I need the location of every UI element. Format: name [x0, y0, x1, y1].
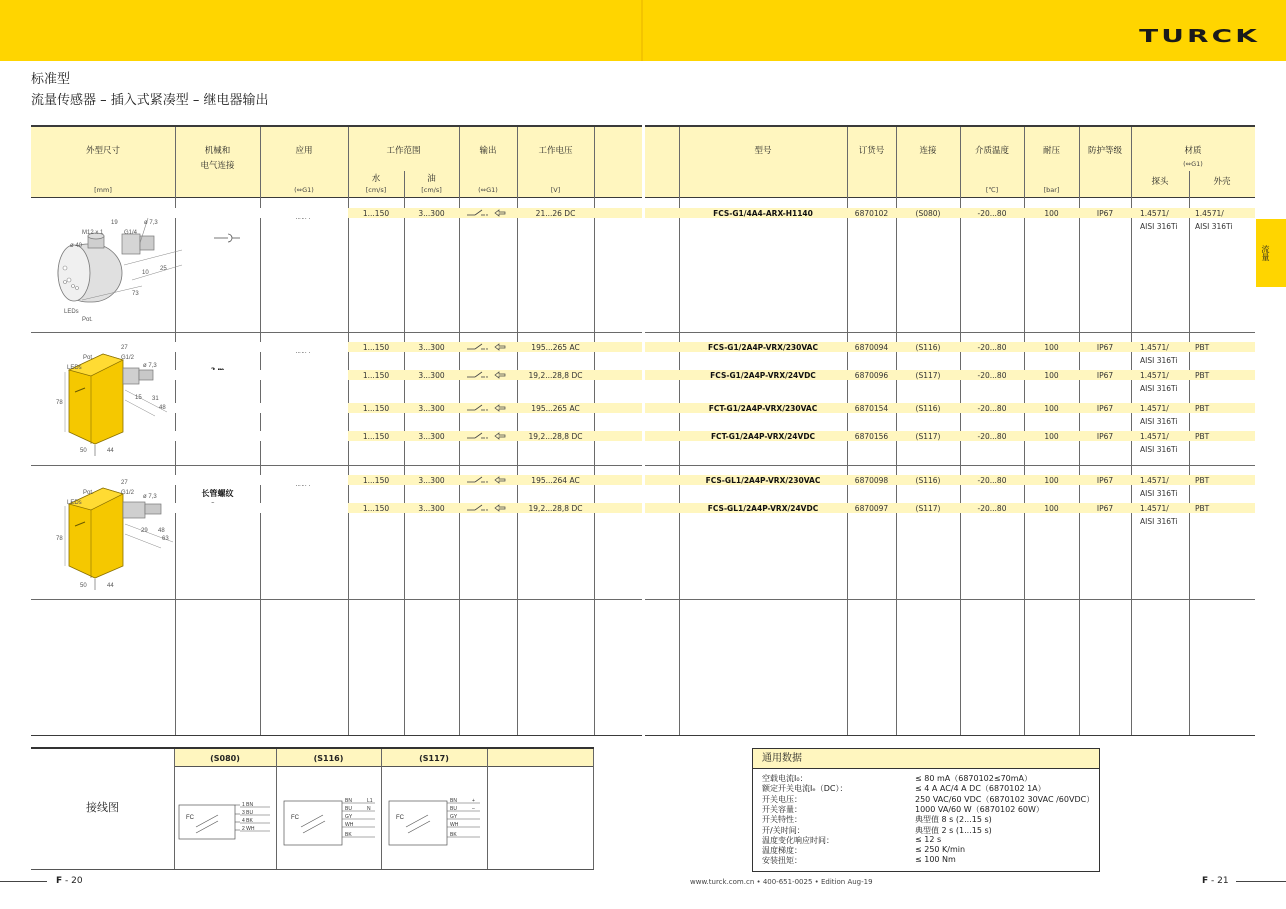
output-switch-icon	[467, 343, 509, 351]
cell-probe-material-2: AISI 316Ti	[1140, 417, 1178, 426]
cell-probe-material-2: AISI 316Ti	[1140, 384, 1178, 393]
cell-pressure: 100	[1044, 432, 1059, 441]
cell-voltage: 19,2...28,8 DC	[528, 504, 583, 513]
cell-thread-note: 长管螺纹	[201, 489, 234, 498]
cell-oil-range: 3...300	[418, 343, 445, 352]
dim-label: 78	[56, 536, 63, 542]
page-title: 流量传感器 – 插入式紧凑型 – 继电器输出	[31, 93, 269, 108]
cell-housing-material: PBT	[1195, 476, 1210, 485]
cell-housing-material: 1.4571/	[1195, 209, 1224, 218]
wiring-code-s116: (S116)	[313, 754, 344, 763]
general-data-key: 开关容量：	[762, 804, 802, 814]
dim-label: 63	[162, 536, 169, 542]
table-top-rule	[31, 125, 642, 127]
header-output-unit: (⇔G1)	[478, 186, 498, 194]
svg-text:–: –	[472, 806, 475, 812]
header-model: 型号	[754, 146, 772, 156]
header-size-unit: [mm]	[94, 186, 112, 194]
cell-order-no: 6870156	[854, 432, 889, 441]
dim-label: LEDs	[64, 309, 79, 315]
cell-model: FCS-GL1/2A4P-VRX/24VDC	[707, 504, 819, 513]
cell-housing-material: PBT	[1195, 343, 1210, 352]
header-range: 工作范围	[386, 146, 421, 156]
header-order-no: 订货号	[858, 146, 885, 156]
cell-temperature: -20...80	[977, 371, 1007, 380]
cell-water-range: 1...150	[362, 404, 390, 413]
cell-housing-material: PBT	[1195, 504, 1210, 513]
cell-oil-range: 3...300	[418, 371, 445, 380]
dim-label: G1/2	[121, 355, 135, 361]
svg-text:3 BU: 3 BU	[242, 810, 254, 816]
header-application: 应用	[295, 146, 313, 156]
cell-order-no: 6870097	[854, 504, 889, 513]
page-title-category: 标准型	[31, 72, 71, 87]
cell-order-no: 6870098	[854, 476, 889, 485]
group-divider	[31, 599, 642, 600]
dim-label: 78	[56, 400, 63, 406]
cell-oil-range: 3...300	[418, 476, 445, 485]
dim-label: M12 x 1	[82, 230, 104, 236]
general-data-value: ≤ 80 mA（6870102≤70mA）	[915, 774, 1033, 783]
cell-pressure: 100	[1044, 404, 1059, 413]
cell-connection: (S080)	[915, 209, 941, 218]
side-tab-label: 流量	[1261, 245, 1270, 261]
header-material-unit: (⇔G1)	[1183, 160, 1203, 168]
cell-probe-material-2: AISI 316Ti	[1140, 445, 1178, 454]
cell-protection: IP67	[1096, 404, 1114, 413]
wiring-code-s080: (S080)	[210, 754, 240, 763]
header-application-unit: (⇔G1)	[294, 186, 314, 194]
svg-text:FC: FC	[396, 815, 404, 821]
header-probe: 探头	[1151, 177, 1169, 187]
wiring-s117-schematic	[388, 797, 484, 847]
dim-label: 44	[107, 448, 114, 454]
cell-voltage: 19,2...28,8 DC	[528, 432, 583, 441]
dim-label: 27	[121, 480, 128, 486]
dim-label: ø 7,3	[144, 220, 158, 226]
cell-model: FCS-GL1/2A4P-VRX/230VAC	[705, 476, 821, 485]
general-data-value: ≤ 250 K/min	[915, 845, 966, 855]
cell-connection: (S116)	[915, 343, 941, 352]
cell-pressure: 100	[1044, 371, 1059, 380]
wiring-s116-schematic	[283, 797, 379, 847]
cell-protection: IP67	[1096, 432, 1114, 441]
general-data-key: 空载电流I₀：	[762, 774, 808, 783]
svg-text:BN: BN	[345, 798, 352, 804]
general-data-key: 温度梯度：	[762, 846, 802, 856]
general-data-value: ≤ 12 s	[915, 834, 942, 844]
cell-order-no: 6870154	[854, 404, 889, 413]
cell-connection: (S116)	[915, 404, 941, 413]
svg-text:N: N	[367, 806, 371, 812]
group-divider	[645, 599, 1255, 600]
cell-voltage: 19,2...28,8 DC	[528, 371, 583, 380]
cell-water-range: 1...150	[362, 371, 390, 380]
header-protection: 防护等级	[1087, 146, 1122, 156]
cell-probe-material: 1.4571/	[1140, 432, 1169, 441]
svg-text:GY: GY	[345, 814, 353, 820]
dim-label: Pot.	[83, 355, 94, 361]
cell-probe-material: 1.4571/	[1140, 343, 1169, 352]
dim-label: G1/2	[121, 490, 135, 496]
dim-label: 73	[132, 291, 139, 297]
sensor-drawing-gl12	[55, 474, 185, 592]
dim-label: 27	[121, 345, 128, 351]
header-output: 输出	[479, 146, 497, 156]
cell-pressure: 100	[1044, 343, 1059, 352]
col-divider	[404, 171, 405, 735]
output-switch-icon	[467, 432, 509, 440]
cell-temperature: -20...80	[977, 476, 1007, 485]
svg-text:WH: WH	[345, 822, 354, 828]
output-switch-icon	[467, 371, 509, 379]
footer-rule	[0, 881, 47, 882]
cell-oil-range: 3...300	[418, 432, 445, 441]
cell-probe-material: 1.4571/	[1140, 371, 1169, 380]
page-gutter	[641, 0, 643, 61]
dim-label: ø 40	[70, 243, 83, 249]
dim-label: 31	[152, 396, 159, 402]
dim-label: 50	[80, 448, 87, 454]
cell-connection: (S117)	[915, 504, 941, 513]
wiring-label: 接线图	[86, 801, 119, 814]
cell-protection: IP67	[1096, 209, 1114, 218]
general-data-value: 250 VAC/60 VDC（6870102 30VAC /60VDC）	[915, 794, 1095, 804]
header-connection: 连接	[919, 146, 937, 156]
header-oil-unit: [cm/s]	[421, 186, 442, 194]
header-medium-temp-unit: [℃]	[985, 186, 999, 194]
header-bottom-rule	[645, 197, 1255, 198]
header-voltage: 工作电压	[538, 146, 573, 156]
cell-model: FCS-G1/2A4P-VRX/24VDC	[710, 371, 816, 380]
dim-label: G1/4	[124, 230, 138, 236]
cell-model: FCS-G1/2A4P-VRX/230VAC	[708, 343, 818, 352]
cell-water-range: 1...150	[362, 209, 390, 218]
cell-voltage: 21...26 DC	[535, 209, 576, 218]
cell-temperature: -20...80	[977, 404, 1007, 413]
table-bottom-rule	[645, 735, 1255, 736]
dim-label: 15	[135, 395, 142, 401]
cell-oil-range: 3...300	[418, 504, 445, 513]
cell-housing-material: PBT	[1195, 371, 1210, 380]
header-oil: 油	[427, 174, 436, 184]
svg-text:BK: BK	[450, 832, 457, 838]
header-voltage-unit: [V]	[550, 186, 561, 194]
dim-label: 48	[158, 528, 165, 534]
cell-protection: IP67	[1096, 504, 1114, 513]
header-size: 外型尺寸	[85, 146, 120, 156]
output-switch-icon	[467, 504, 509, 512]
cell-voltage: 195...265 AC	[531, 343, 580, 352]
sensor-drawing-g12	[55, 340, 180, 458]
footer-contact: www.turck.com.cn • 400-651-0025 • Edition Aug-19	[690, 878, 873, 886]
cell-model: FCT-G1/2A4P-VRX/24VDC	[710, 432, 816, 441]
svg-text:1 BN: 1 BN	[242, 802, 254, 808]
cell-temperature: -20...80	[977, 343, 1007, 352]
general-data-key: 额定开关电流Iₑ（DC）：	[762, 784, 848, 794]
header-water: 水	[371, 174, 381, 184]
dim-label: 29	[141, 528, 148, 534]
cell-water-range: 1...150	[362, 504, 390, 513]
general-data-key: 开/关时间：	[762, 825, 805, 835]
cell-temperature: -20...80	[977, 432, 1007, 441]
general-data-value: 1000 VA/60 W（6870102 60W）	[915, 804, 1044, 814]
svg-text:WH: WH	[450, 822, 459, 828]
wiring-code-s117: (S117)	[419, 754, 449, 763]
svg-text:BN: BN	[450, 798, 457, 804]
cell-water-range: 1...150	[362, 476, 390, 485]
table-bottom-rule	[31, 735, 642, 736]
dim-label: Pot.	[82, 317, 93, 323]
cell-probe-material-2: AISI 316Ti	[1140, 489, 1178, 498]
cell-probe-material-2: AISI 316Ti	[1140, 517, 1178, 526]
side-tab[interactable]	[1256, 219, 1286, 287]
svg-text:FC: FC	[291, 815, 299, 821]
cell-water-range: 1...150	[362, 432, 390, 441]
wiring-s080-schematic	[178, 785, 274, 845]
dim-label: 48	[159, 405, 166, 411]
svg-text:4 BK: 4 BK	[242, 818, 253, 824]
general-data-value: 典型值 8 s (2...15 s)	[915, 815, 992, 825]
dim-label: 50	[80, 583, 87, 589]
cell-probe-material-2: AISI 316Ti	[1140, 222, 1178, 231]
dim-label: 25	[160, 266, 167, 272]
cell-protection: IP67	[1096, 343, 1114, 352]
cell-protection: IP67	[1096, 476, 1114, 485]
cell-connection: (S116)	[915, 476, 941, 485]
header-medium-temp: 介质温度	[974, 146, 1009, 156]
svg-text:+: +	[472, 798, 475, 804]
group-divider	[645, 332, 1255, 333]
general-data-value: ≤ 4 A AC/4 A DC（6870102 1A）	[915, 784, 1046, 794]
dim-label: ø 7,3	[143, 494, 157, 500]
dim-label: ø 7,3	[143, 363, 157, 369]
header-water-unit: [cm/s]	[365, 186, 387, 194]
general-data-box	[752, 748, 1100, 872]
cell-pressure: 100	[1044, 209, 1059, 218]
group-divider	[31, 332, 642, 333]
cell-oil-range: 3...300	[418, 209, 445, 218]
dim-label: 19	[111, 220, 118, 226]
cell-protection: IP67	[1096, 371, 1114, 380]
header-pressure: 耐压	[1042, 146, 1060, 156]
header-mech-2: 电气连接	[200, 161, 235, 171]
cell-connection: (S117)	[915, 432, 941, 441]
cell-pressure: 100	[1044, 504, 1059, 513]
cell-order-no: 6870102	[854, 209, 889, 218]
cell-order-no: 6870096	[854, 371, 889, 380]
cell-model: FCT-G1/2A4P-VRX/230VAC	[708, 404, 818, 413]
cell-housing-material: PBT	[1195, 432, 1210, 441]
header-housing: 外壳	[1213, 177, 1231, 187]
svg-text:FC: FC	[186, 815, 194, 821]
svg-text:GY: GY	[450, 814, 458, 820]
cell-model: FCS-G1/4A4-ARX-H1140	[713, 209, 813, 218]
brand-logo: TURCK	[1139, 26, 1260, 47]
general-data-key: 安装扭矩：	[762, 856, 802, 866]
cell-probe-material: 1.4571/	[1140, 504, 1169, 513]
svg-text:L1: L1	[367, 798, 373, 804]
dim-label: LEDs	[67, 365, 82, 371]
cell-housing-material-2: AISI 316Ti	[1195, 222, 1233, 231]
output-switch-icon	[467, 209, 509, 217]
dim-label: Pot.	[83, 490, 94, 496]
wiring-diagram-section	[31, 747, 594, 870]
cell-water-range: 1...150	[362, 343, 390, 352]
cell-probe-material: 1.4571/	[1140, 209, 1169, 218]
dim-label: 10	[142, 270, 149, 276]
cell-oil-range: 3...300	[418, 404, 445, 413]
cell-voltage: 195...264 AC	[531, 476, 580, 485]
output-switch-icon	[467, 476, 509, 484]
table-top-rule	[645, 125, 1255, 127]
page-number-right: F - 21	[1202, 876, 1229, 886]
cell-temperature: -20...80	[977, 209, 1007, 218]
header-mech-1: 机械和	[204, 146, 231, 156]
svg-text:BK: BK	[345, 832, 352, 838]
cell-connection: (S117)	[915, 371, 941, 380]
header-bottom-rule	[31, 197, 642, 198]
general-data-title: 通用数据	[753, 749, 1099, 769]
header-material: 材质	[1184, 146, 1202, 156]
page-number-left: F - 20	[56, 876, 83, 886]
general-data-value: 典型值 2 s (1...15 s)	[915, 825, 992, 835]
dim-label: 44	[107, 583, 114, 589]
svg-text:BU: BU	[450, 806, 457, 812]
cell-temperature: -20...80	[977, 504, 1007, 513]
svg-text:2 WH: 2 WH	[242, 826, 255, 832]
cell-pressure: 100	[1044, 476, 1059, 485]
header-pressure-unit: [bar]	[1043, 186, 1060, 194]
group-divider	[645, 465, 1255, 466]
cell-voltage: 195...265 AC	[531, 404, 580, 413]
cell-probe-material-2: AISI 316Ti	[1140, 356, 1178, 365]
general-data-key: 温度变化响应时间：	[762, 835, 834, 845]
sensor-drawing-g14	[52, 210, 192, 328]
group-divider	[31, 465, 642, 466]
top-banner	[0, 0, 1286, 61]
cell-housing-material: PBT	[1195, 404, 1210, 413]
general-data-value: ≤ 100 Nm	[915, 855, 956, 865]
dim-label: LEDs	[67, 500, 82, 506]
general-data-key: 开关特性：	[762, 815, 802, 825]
svg-text:BU: BU	[345, 806, 352, 812]
connector-symbol-icon	[214, 233, 240, 243]
output-switch-icon	[467, 404, 509, 412]
cell-probe-material: 1.4571/	[1140, 404, 1169, 413]
cell-order-no: 6870094	[854, 343, 889, 352]
footer-rule	[1236, 881, 1286, 882]
cell-probe-material: 1.4571/	[1140, 476, 1169, 485]
general-data-key: 开关电压：	[762, 794, 802, 804]
